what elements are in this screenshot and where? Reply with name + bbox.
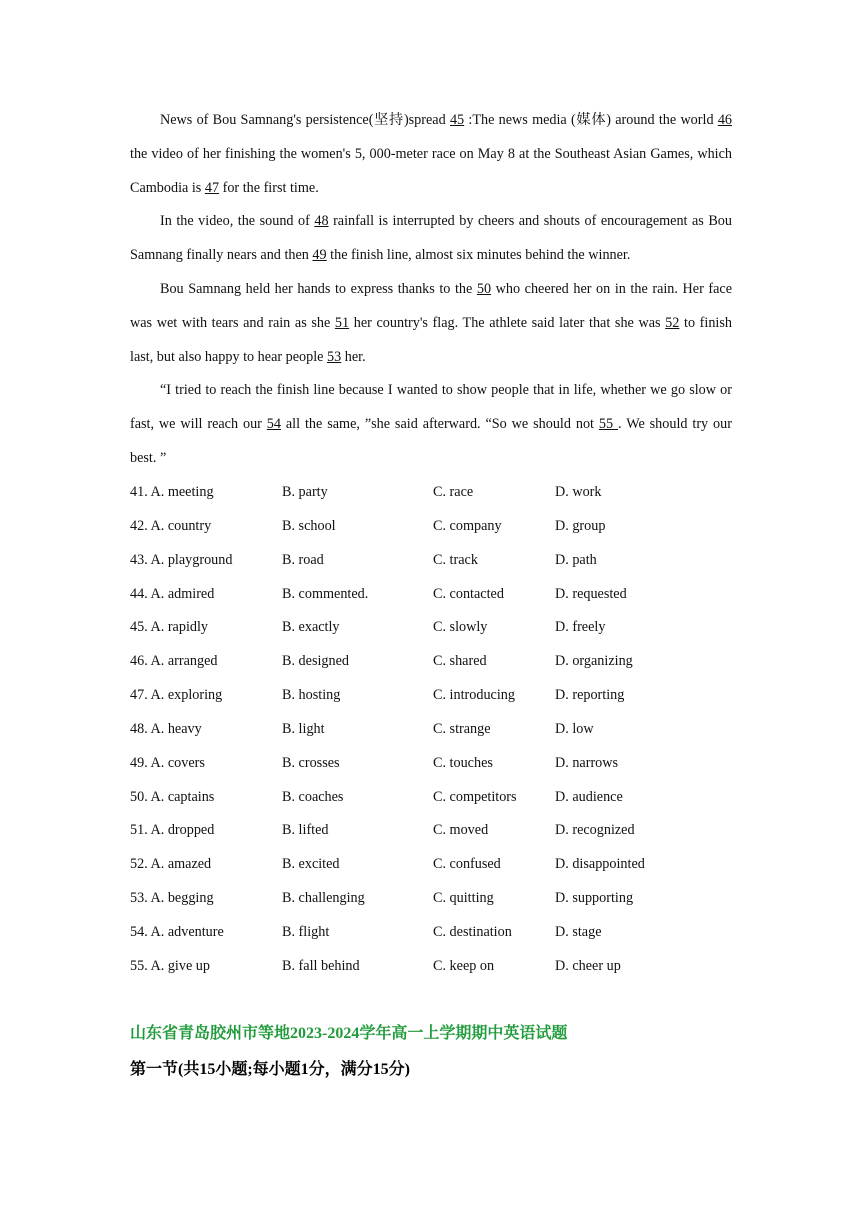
option-c: C. quitting	[433, 890, 494, 907]
option-b: B. light	[282, 720, 325, 737]
option-a: 49. A. covers	[130, 754, 205, 771]
question-row	[130, 882, 732, 916]
option-d: D. supporting	[555, 890, 634, 907]
paragraph-2: In the video, the sound of 48 rainfall is interrupted by cheers and shouts of encouragement as Bou Samnang finally nears and then 49 the finish line, almost six minutes behind the winner.	[130, 213, 732, 264]
option-c: C. touches	[433, 754, 493, 771]
option-c: C. race	[433, 484, 474, 500]
option-c: C. track	[433, 551, 478, 568]
question-row	[130, 578, 732, 612]
question-row	[130, 476, 732, 510]
question-row	[130, 510, 732, 544]
option-d: D. group	[555, 517, 606, 534]
option-a: 44. A. admired	[130, 585, 215, 602]
option-c: C. strange	[433, 720, 491, 737]
question-row	[130, 747, 732, 781]
source-title: 山东省青岛胶州市等地2023-2024学年高一上学期期中英语试题	[130, 1025, 568, 1042]
blank-51: 51	[334, 314, 350, 331]
option-c: C. introducing	[433, 687, 515, 704]
option-a: 45. A. rapidly	[130, 619, 209, 636]
option-b: B. road	[282, 551, 324, 568]
option-d: D. path	[555, 551, 597, 568]
option-b: B. lifted	[282, 822, 329, 839]
option-d: D. requested	[555, 585, 627, 602]
option-d: D. recognized	[555, 822, 635, 839]
question-row	[130, 544, 732, 578]
option-c: C. keep on	[433, 957, 495, 974]
question-row	[130, 713, 732, 747]
blank-45: 45	[449, 112, 465, 128]
option-c: C. company	[433, 517, 502, 534]
option-a: 47. A. exploring	[130, 687, 223, 704]
option-d: D. audience	[555, 788, 623, 805]
option-a: 52. A. amazed	[130, 856, 212, 873]
option-a: 53. A. begging	[130, 890, 214, 907]
blank-52: 52	[665, 314, 680, 331]
question-row	[130, 611, 732, 645]
option-c: C. moved	[433, 822, 489, 839]
blank-54: 54	[266, 416, 281, 433]
option-d: D. low	[555, 720, 594, 737]
option-d: D. disappointed	[555, 856, 645, 873]
blank-49: 49	[312, 247, 327, 264]
blank-55: 55	[598, 416, 618, 433]
option-b: B. exactly	[282, 619, 340, 636]
blank-47: 47	[204, 179, 220, 196]
option-a: 50. A. captains	[130, 788, 215, 805]
option-b: B. flight	[282, 923, 330, 940]
option-c: C. confused	[433, 856, 501, 873]
option-d: D. cheer up	[555, 957, 621, 974]
option-a: 42. A. country	[130, 517, 212, 534]
answer-options	[130, 476, 732, 984]
question-row	[130, 950, 732, 984]
option-c: C. shared	[433, 653, 487, 670]
option-b: B. fall behind	[282, 957, 360, 974]
blank-50: 50	[476, 280, 492, 297]
option-a: 54. A. adventure	[130, 923, 224, 940]
question-row	[130, 814, 732, 848]
option-b: B. challenging	[282, 890, 365, 907]
option-b: B. excited	[282, 856, 340, 873]
option-b: B. party	[282, 484, 328, 500]
option-c: C. competitors	[433, 788, 517, 805]
option-c: C. contacted	[433, 585, 504, 602]
option-d: D. work	[555, 484, 602, 500]
paragraph-3: Bou Samnang held her hands to express thanks to the 50 who cheered her on in the rain. Her face was wet with tears and rain as she 51 her country's flag. The athlete said later that she was 52 to finish last, but also happy to hear people 53 her.	[130, 280, 732, 365]
option-b: B. hosting	[282, 687, 341, 704]
option-d: D. organizing	[555, 653, 633, 670]
paragraph-4: “I tried to reach the finish line because I wanted to show people that in life, whether we go slow or fast, we will reach our 54 all the same, ”she said afterward. “So we should not 55 . We should try our best. ”	[130, 382, 732, 466]
option-b: B. coaches	[282, 788, 344, 805]
option-a: 51. A. dropped	[130, 822, 215, 839]
option-b: B. crosses	[282, 754, 340, 771]
option-a: 43. A. playground	[130, 551, 233, 568]
question-row	[130, 645, 732, 679]
blank-46: 46	[717, 112, 732, 128]
option-b: B. commented.	[282, 585, 369, 602]
blank-48: 48	[314, 213, 329, 230]
option-d: D. narrows	[555, 754, 619, 771]
option-c: C. destination	[433, 923, 512, 940]
option-c: C. slowly	[433, 619, 488, 636]
option-a: 55. A. give up	[130, 957, 210, 974]
question-row	[130, 679, 732, 713]
option-a: 46. A. arranged	[130, 653, 218, 670]
question-row	[130, 916, 732, 950]
paragraph-1: News of Bou Samnang's persistence(坚持)spread 45 :The news media (媒体) around the world 46 the video of her finishing the women's 5, 000-meter race on May 8 at the Southeast Asian Games, which Cambodia is 47 for the first time.	[130, 112, 732, 196]
option-d: D. reporting	[555, 687, 625, 704]
question-row	[130, 848, 732, 882]
option-a: 41. A. meeting	[130, 484, 214, 500]
question-row	[130, 781, 732, 815]
option-d: D. stage	[555, 923, 602, 940]
section-title: 第一节(共15小题;每小题1分，满分15分)	[130, 1061, 410, 1078]
option-d: D. freely	[555, 619, 606, 636]
blank-53: 53	[327, 348, 342, 365]
reading-passage	[130, 104, 732, 476]
option-b: B. designed	[282, 653, 349, 670]
option-a: 48. A. heavy	[130, 720, 202, 737]
option-b: B. school	[282, 517, 336, 534]
